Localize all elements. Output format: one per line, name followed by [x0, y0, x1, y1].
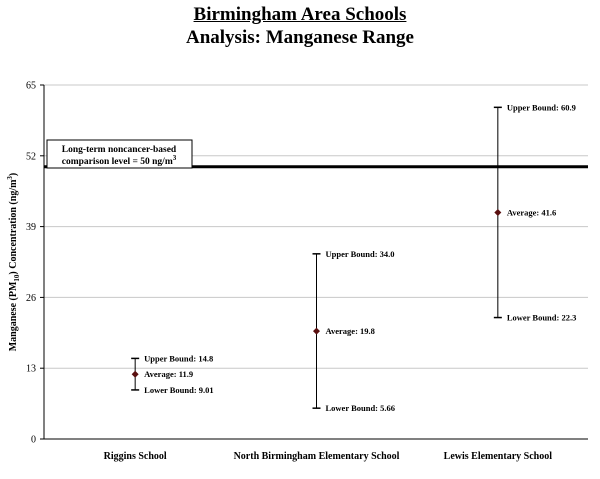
reference-label-line2: comparison level = 50 $ng/m^3$ — [61, 154, 177, 167]
upper-bound-label: Upper Bound: 14.8 — [144, 353, 214, 364]
x-category-label: North Birmingham Elementary School — [233, 451, 400, 462]
x-category-label: Lewis Elementary School — [443, 451, 552, 462]
y-axis-label: Manganese $(PM_{10})$ Concentration $(ng/m^3)$ — [6, 172, 21, 352]
y-tick-label: 65 — [26, 80, 36, 92]
y-tick-label: 39 — [26, 222, 36, 234]
upper-bound-label: Upper Bound: 34.0 — [325, 248, 395, 259]
y-tick-label: 13 — [26, 363, 36, 375]
average-label: Average: 41.6 — [506, 207, 557, 218]
chart-title: Birmingham Area Schools — [193, 4, 407, 25]
lower-bound-label: Lower Bound: 22.3 — [506, 312, 577, 323]
average-marker — [313, 328, 320, 335]
average-marker — [494, 209, 501, 216]
x-category-label: Riggins School — [103, 451, 167, 462]
y-tick-label: 0 — [31, 434, 36, 446]
y-tick-label: 26 — [26, 292, 36, 304]
upper-bound-label: Upper Bound: 60.9 — [506, 102, 576, 113]
average-label: Average: 11.9 — [144, 369, 194, 380]
y-tick-label: 52 — [26, 151, 36, 163]
average-label: Average: 19.8 — [325, 326, 375, 337]
lower-bound-label: Lower Bound: 9.01 — [144, 384, 214, 395]
chart-subtitle: Analysis: Manganese Range — [185, 27, 414, 48]
average-marker — [132, 371, 139, 378]
reference-label-line1: Long-term noncancer-based — [61, 145, 177, 155]
lower-bound-label: Lower Bound: 5.66 — [325, 403, 396, 414]
